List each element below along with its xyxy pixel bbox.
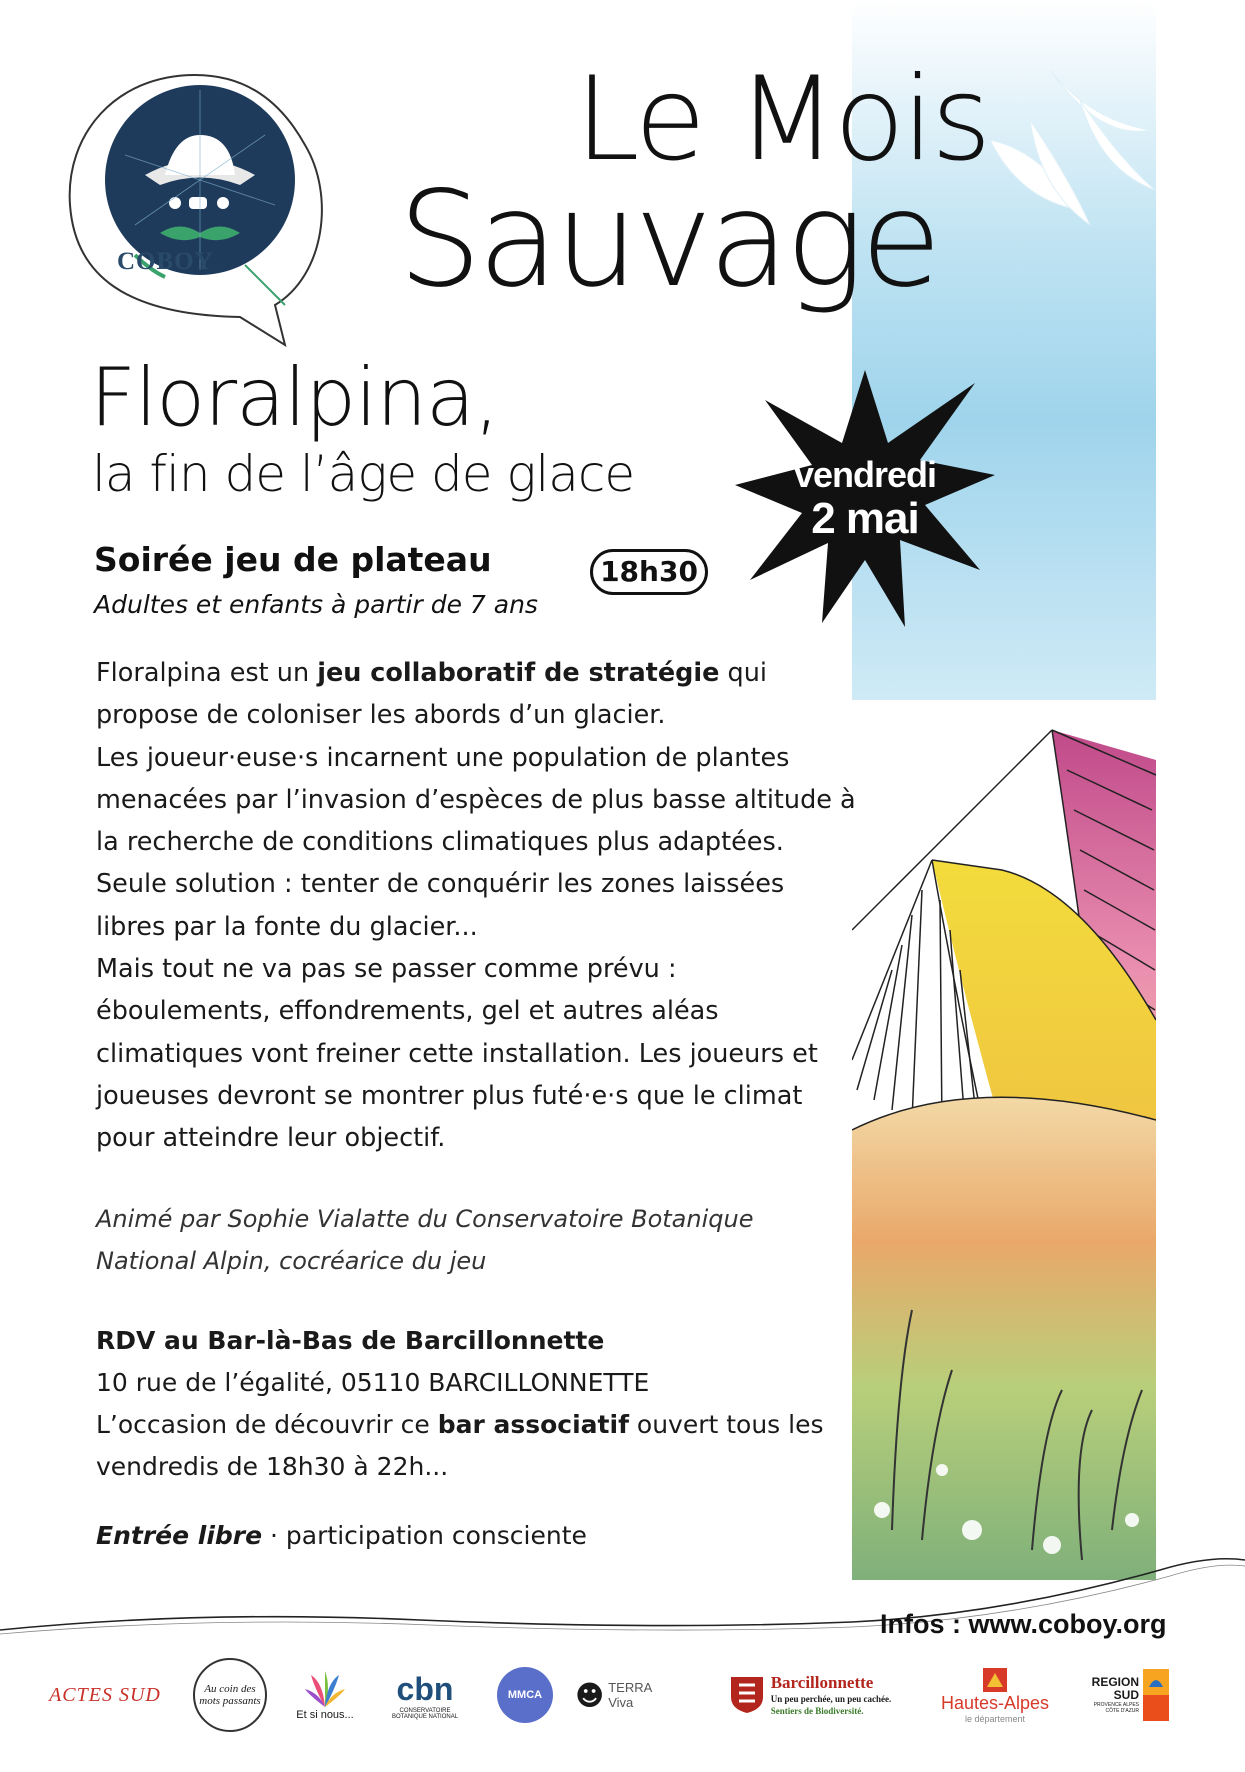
partner-region-sud-logo: REGION SUD PROVENCE ALPES CÔTE D'AZUR [1075,1650,1185,1740]
wavy-divider [0,1530,1245,1660]
event-name: Floralpina, [90,351,499,444]
partner-barcillonnette-logo: Barcillonnette Un peu perchée, un peu cachée. Sentiers de Biodiversité. [705,1650,915,1740]
coboy-logo-text: COBOY [117,248,214,275]
event-subtitle: la fin de l’âge de glace [92,445,635,503]
partner-logos [0,1650,1245,1760]
venue-note: L’occasion de découvrir ce bar associatif ouvert tous les vendredis de 18h30 à 22h... [96,1410,824,1481]
animator-credit: Animé par Sophie Vialatte du Conservatoire Botanique National Alpin, cocréarice du jeu [96,1205,754,1275]
venue-address: 10 rue de l’égalité, 05110 BARCILLONNETTE [96,1368,650,1397]
event-description [96,652,856,1160]
event-audience: Adultes et enfants à partir de 7 ans [94,590,538,619]
crest-icon [982,1667,1008,1693]
venue-info [96,1320,856,1488]
partner-terra-viva-logo: ☻ TERRA Viva [575,1678,652,1712]
flower-icon [305,1669,345,1709]
face-icon: ☻ [575,1678,605,1712]
coboy-bubble-logo [55,55,335,355]
page-title-line1: Le Mois [575,52,989,187]
event-type: Soirée jeu de plateau [94,540,492,579]
description-paragraph-2: Les joueur·euse·s incarnent une population de plantes menacées par l’invasion d’espèces de plus basse altitude à la recherche de conditions climatiques plus adaptées. Seule solution : tenter de conquérir les zones laissées libres par la fonte du glacier... [96,742,856,942]
description-paragraph-3: Mais tout ne va pas se passer comme prévu : éboulements, effondrements, gel et autres aléas climatiques vont freiner cette installation. Les joueurs et joueuses devront se montrer plus futé·e·s que le climat pour atteindre leur objectif. [96,954,818,1154]
partner-actes-sud-logo: ACTES SUD [49,1683,161,1706]
partner-et-si-nous-logo: Et si nous... [285,1650,365,1740]
partner-cbn-logo: cbn CONSERVATOIRE BOTANIQUE NATIONAL [391,1670,459,1720]
date-badge [730,455,1000,543]
page-title-line2: Sauvage [398,163,938,317]
description-paragraph-1: Floralpina est un jeu collaboratif de stratégie qui propose de coloniser les abords d’un glacier. [96,658,767,731]
infos-website: Infos : www.coboy.org [880,1609,1167,1639]
entry-info: Entrée libre · participation consciente [96,1521,587,1550]
partner-mmca-logo: MMCA [490,1650,560,1740]
partner-au-coin-logo: Au coin des mots passants [190,1650,270,1740]
venue-title: RDV au Bar-là-Bas de Barcillonnette [96,1326,605,1355]
date-badge-day: vendredi [793,454,937,495]
shield-icon [729,1675,765,1715]
region-flag-icon [1143,1669,1169,1721]
event-time-badge: 18h30 [590,549,708,595]
partner-hautes-alpes-logo: Hautes-Alpes le département [935,1650,1055,1740]
date-badge-date: 2 mai [811,494,919,543]
